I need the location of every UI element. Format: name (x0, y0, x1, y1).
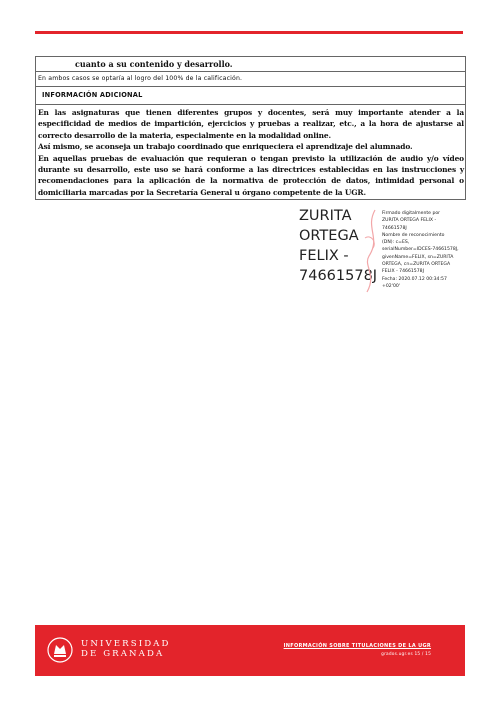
section-title-additional-info: INFORMACIÓN ADICIONAL (36, 87, 465, 105)
signature-detail-line: Nombre de reconocimiento (382, 232, 445, 238)
signer-name-line: 74661578J (299, 268, 378, 284)
footer-bar (35, 625, 465, 676)
paragraph-coordination: Así mismo, se aconseja un trabajo coordinado que enriqueciera el aprendizaje del alumnado. (38, 142, 413, 152)
signature-detail-line: +02'00' (382, 283, 401, 289)
continuation-text: cuanto a su contenido y desarrollo. (36, 57, 465, 72)
signature-detail-line: serialNumber=IDCES-74661578J, (382, 247, 459, 253)
grading-note: En ambos casos se optaría al logro del 100% de la calificación. (36, 72, 465, 87)
signer-name-line: FELIX - (299, 248, 349, 264)
university-seal-icon (46, 636, 74, 664)
signature-detail-line: Fecha: 2020.07.12 00:34:57 (382, 276, 447, 282)
signature-detail-line: ZURITA ORTEGA FELIX - (382, 218, 437, 224)
additional-info-body (36, 105, 465, 199)
page-footer-meta (381, 652, 431, 657)
website-link[interactable]: grados.ugr.es (381, 652, 413, 657)
signature-flourish-icon (361, 208, 383, 294)
paragraph-groups: En las asignaturas que tienen diferentes grupos y docentes, será muy importante atender a la especificidad de medios de impartición, ejercicios y pruebas a realizar, etc., a la hora de ajustarse al correcto desarrollo de la materia, especialmente en la modalidad online. (38, 108, 464, 140)
signer-name-line: ZURITA (299, 208, 352, 224)
signature-detail-line: FELIX - 74661578J (382, 269, 424, 275)
paragraph-data-protection: En aquellas pruebas de evaluación que requieran o tengan previsto la utilización de audio y/o vídeo durante su desarrollo, este uso se hará conforme a las directrices establecidas en las instrucciones y recomendaciones para la aplicación de la normativa de protección de datos, intimidad personal o domiciliaria marcadas por la Secretaría General u órgano competente de la UGR. (38, 153, 464, 197)
university-logotype (81, 639, 170, 659)
signature-details (382, 210, 472, 290)
university-name-line1: UNIVERSIDAD (81, 639, 171, 649)
page-number: 15 / 15 (414, 652, 431, 657)
signature-detail-line: (DN): c=ES, (382, 240, 410, 246)
digital-signature (299, 206, 469, 298)
degrees-info-link[interactable]: INFORMACIÓN SOBRE TITULACIONES DE LA UGR (283, 643, 431, 649)
signature-detail-line: 74661578J (382, 225, 407, 231)
header-red-rule (35, 31, 463, 34)
guide-content-table (35, 56, 466, 200)
signer-name-line: ORTEGA (299, 228, 359, 244)
signature-detail-line: givenName=FELIX, sn=ZURITA (382, 254, 454, 260)
signature-detail-line: Firmado digitalmente por (382, 211, 441, 216)
signature-detail-line: ORTEGA, cn=ZURITA ORTEGA (382, 262, 451, 268)
university-name-line2: DE GRANADA (81, 649, 165, 659)
